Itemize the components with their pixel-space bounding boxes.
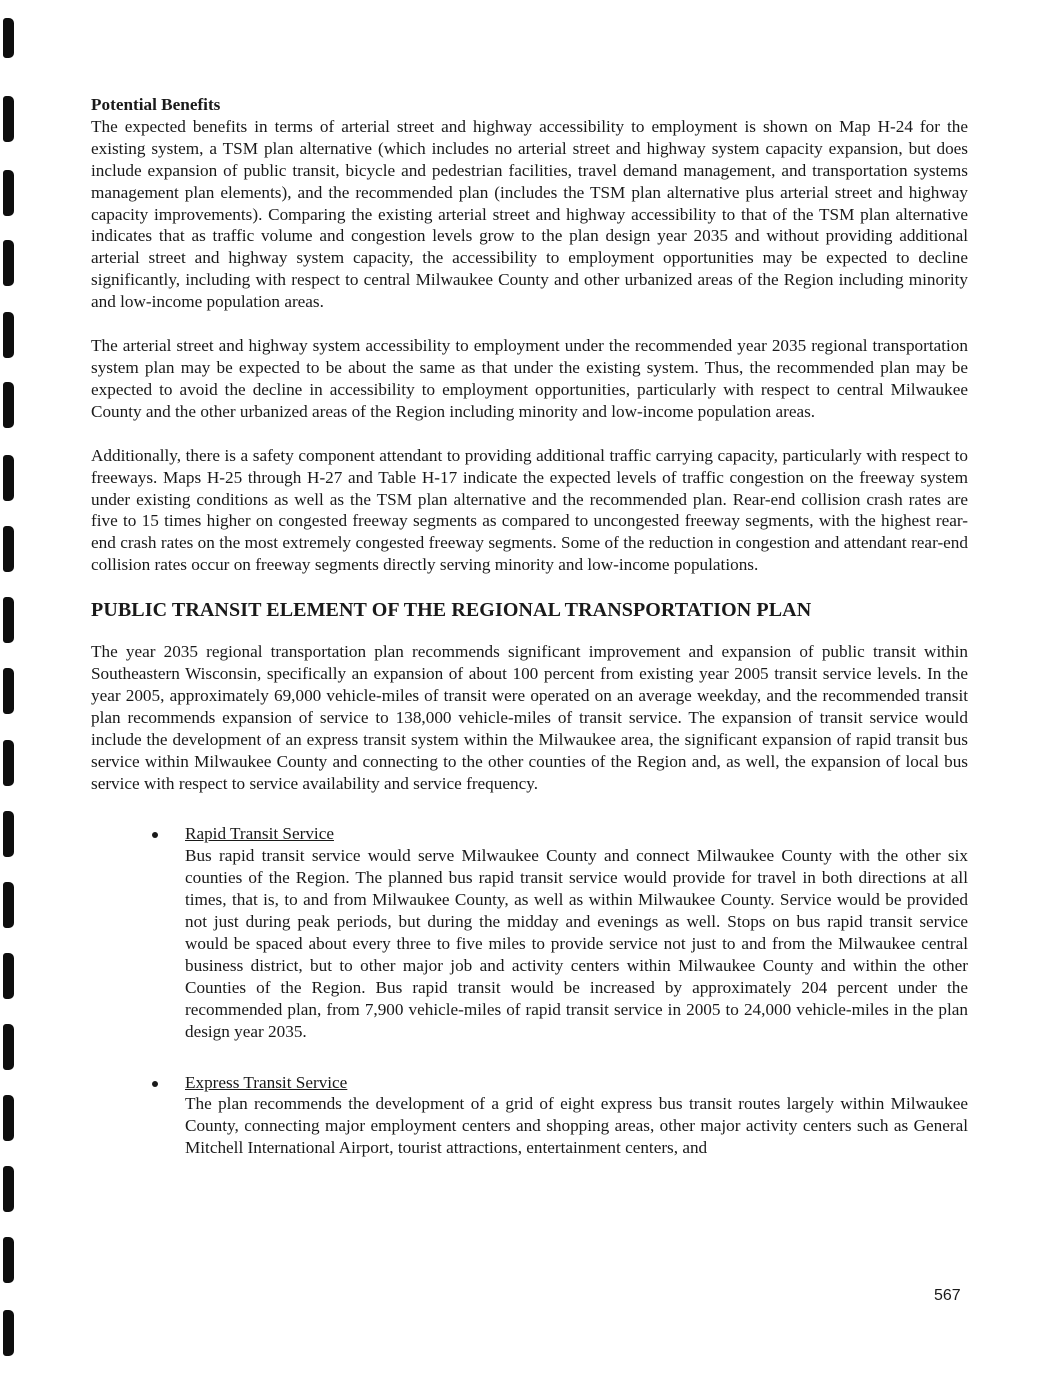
benefits-paragraph-3: Additionally, there is a safety component attendant to providing additional traffic carrying capacity, particularly with respect to freeways. Maps H-25 through H-27 and Table H-17 indicate the expected levels of traffic congestion on the freeway system under existing conditions as well as the TSM plan alternative and the recommended plan. Rear-end collision crash rates are five to 15 times higher on congested freeway segments as compared to uncongested freeway segments, with the highest rear-end crash rates on the most extremely congested freeway segments. Some of the reduction in congestion and attendant rear-end collision rates occur on freeway segments directly serving minority and low-income populations. <box>91 445 968 575</box>
binding-hole <box>3 1237 14 1283</box>
binding-hole <box>3 455 14 501</box>
express-transit-text: The plan recommends the development of a grid of eight express bus transit routes largely within Milwaukee County, connecting major employment centers and shopping areas, other major activity centers such as General Mitchell International Airport, tourist attractions, entertainment centers, and <box>185 1094 968 1158</box>
page-number: 567 <box>934 1287 961 1304</box>
binding-hole <box>3 882 14 928</box>
transit-service-list <box>91 823 968 1159</box>
bullet-icon <box>152 1081 158 1087</box>
binding-hole <box>3 1310 14 1356</box>
binding-hole <box>3 526 14 572</box>
binding-hole <box>3 382 14 428</box>
binding-hole <box>3 740 14 786</box>
potential-benefits-heading: Potential Benefits <box>91 95 221 114</box>
binding-hole <box>3 1095 14 1141</box>
binding-hole <box>3 597 14 643</box>
benefits-paragraph-1: The expected benefits in terms of arterial street and highway accessibility to employment is shown on Map H-24 for the existing system, a TSM plan alternative (which includes no arterial street and highway system capacity expansion, but does include expansion of public transit, bicycle and pedestrian facilities, travel demand management, and transportation systems management plan elements), and the recommended plan (includes the TSM plan alternative plus arterial street and highway capacity improvements). Comparing the existing arterial street and highway accessibility to that of the TSM plan alternative indicates that as traffic volume and congestion levels grow to the plan design year 2035 and without providing additional arterial street and highway system capacity, the accessibility to employment opportunities may be expected to decline significantly, including with respect to central Milwaukee County and other urbanized areas of the Region including minority and low-income population areas. <box>91 116 968 312</box>
rapid-transit-text: Bus rapid transit service would serve Milwaukee County and connect Milwaukee County with the other six counties of the Region. The planned bus rapid transit service would provide for travel in both directions at all times, that is, to and from Milwaukee County, as well as within Milwaukee County. Service would be provided not just during peak periods, but during the midday and evenings as well. Stops on bus rapid transit service would be spaced about every three to five miles to provide service not just to and from the Milwaukee central business district, but to other major job and activity centers within Milwaukee County and within the other Counties of the Region. Bus rapid transit would be increased by approximately 204 percent under the recommended plan, from 7,900 vehicle-miles of rapid transit service in 2005 to 24,000 vehicle-miles in the plan design year 2035. <box>185 846 968 1041</box>
binding-hole <box>3 312 14 358</box>
list-item <box>91 823 968 1042</box>
express-transit-title: Express Transit Service <box>185 1072 348 1092</box>
public-transit-intro: The year 2035 regional transportation plan recommends significant improvement and expansion of public transit within Southeastern Wisconsin, specifically an expansion of about 100 percent from existing year 2005 transit service levels. In the year 2005, approximately 69,000 vehicle-miles of transit were operated on an average weekday, and the recommended transit plan recommends expansion of service to 138,000 vehicle-miles of transit service. The expansion of transit service would include the development of an express transit system within the Milwaukee area, the significant expansion of rapid transit bus service within Milwaukee County and connecting to the other counties of the Region and, as well, the expansion of local bus service with respect to service availability and service frequency. <box>91 642 968 793</box>
binding-hole <box>3 96 14 142</box>
binding-holes <box>0 0 24 1379</box>
page-content <box>91 94 968 1159</box>
binding-hole <box>3 811 14 857</box>
bullet-icon <box>152 832 158 838</box>
binding-hole <box>3 170 14 216</box>
binding-hole <box>3 18 14 58</box>
benefits-paragraph-2: The arterial street and highway system accessibility to employment under the recommended year 2035 regional transportation system plan may be expected to be about the same as that under the existing system. Thus, the recommended plan may be expected to avoid the decline in accessibility to employment opportunities, particularly with respect to central Milwaukee County and the other urbanized areas of the Region including minority and low-income population areas. <box>91 336 968 421</box>
rapid-transit-title: Rapid Transit Service <box>185 824 334 844</box>
binding-hole <box>3 668 14 714</box>
binding-hole <box>3 1166 14 1212</box>
binding-hole <box>3 240 14 286</box>
public-transit-heading: PUBLIC TRANSIT ELEMENT OF THE REGIONAL TRANSPORTATION PLAN <box>91 599 812 622</box>
binding-hole <box>3 953 14 999</box>
list-item <box>91 1072 968 1160</box>
binding-hole <box>3 1024 14 1070</box>
